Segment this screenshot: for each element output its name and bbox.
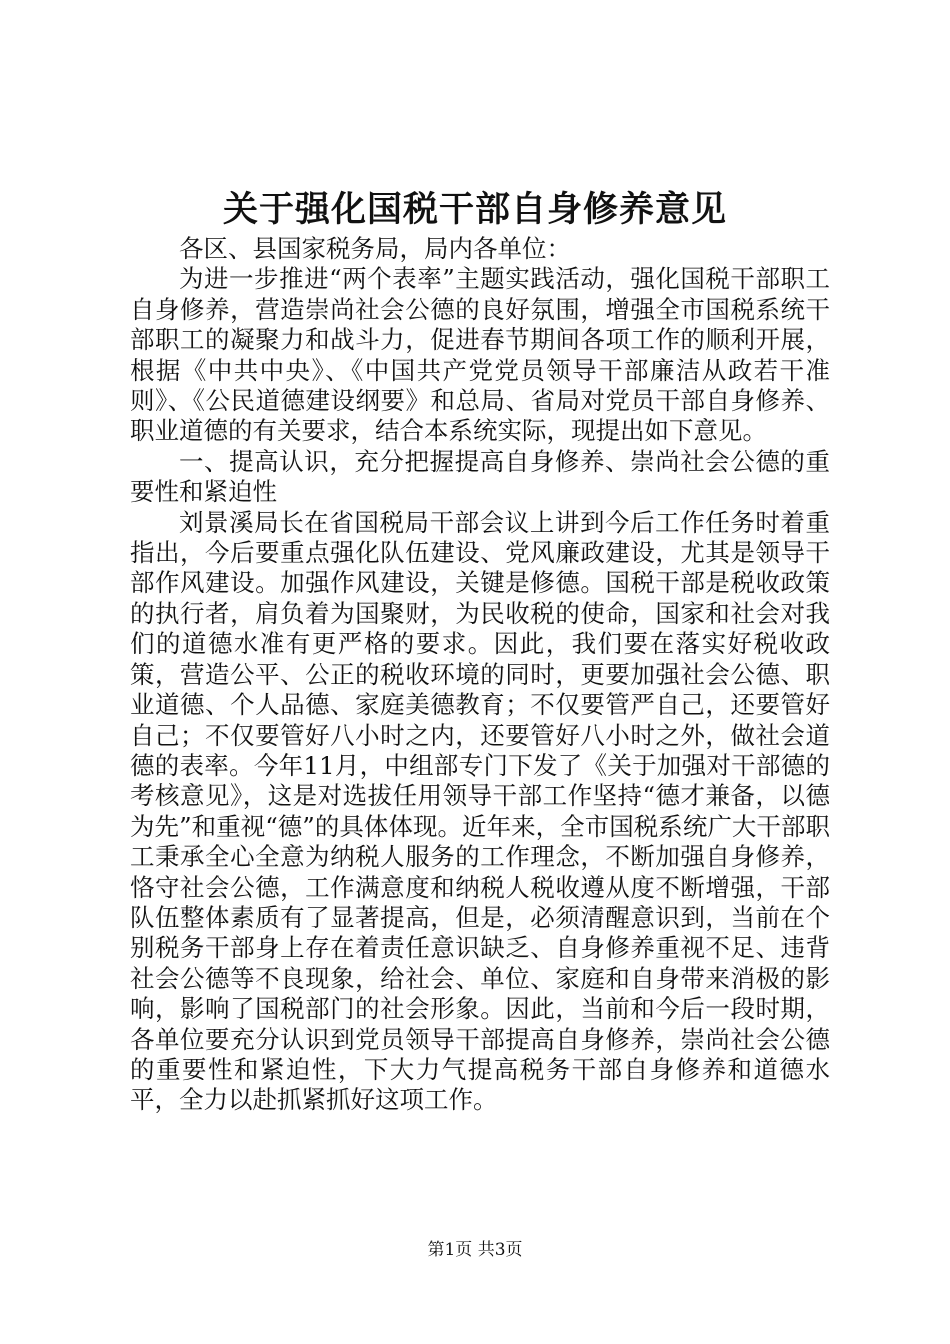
section-heading: 一、提高认识，充分把握提高自身修养、崇尚社会公德的重要性和紧迫性 (130, 446, 830, 507)
body-paragraph-intro: 为进一步推进“两个表率”主题实践活动，强化国税干部职工自身修养，营造崇尚社会公德的良好氛围，增强全市国税系统干部职工的凝聚力和战斗力，促进春节期间各项工作的顺利开展，根据《中共中央》、《中国共产党党员领导干部廉洁从政若干准则》、《公民道德建设纲要》和总局、省局对党员干部自身修养、职业道德的有关要求，结合本系统实际，现提出如下意见。 (130, 264, 830, 446)
body-paragraph-main: 刘景溪局长在省国税局干部会议上讲到今后工作任务时着重指出，今后要重点强化队伍建设、党风廉政建设，尤其是领导干部作风建设。加强作风建设，关键是修德。国税干部是税收政策的执行者，肩负着为国聚财，为民收税的使命，国家和社会对我们的道德水准有更严格的要求。因此，我们要在落实好税收政策，营造公平、公正的税收环境的同时，更要加强社会公德、职业道德、个人品德、家庭美德教育；不仅要管严自己，还要管好自己；不仅要管好八小时之内，还要管好八小时之外，做社会道德的表率。今年11月，中组部专门下发了《关于加强对干部德的考核意见》，这是对选拔任用领导干部工作坚持“德才兼备，以德为先”和重视“德”的具体体现。近年来，全市国税系统广大干部职工秉承全心全意为纳税人服务的工作理念，不断加强自身修养，恪守社会公德，工作满意度和纳税人税收遵从度不断增强，干部队伍整体素质有了显著提高，但是，必须清醒意识到，当前在个别税务干部身上存在着责任意识缺乏、自身修养重视不足、违背社会公德等不良现象，给社会、单位、家庭和自身带来消极的影响，影响了国税部门的社会形象。因此，当前和今后一段时期，各单位要充分认识到党员领导干部提高自身修养，崇尚社会公德的重要性和紧迫性，下大力气提高税务干部自身修养和道德水平，全力以赴抓紧抓好这项工作。 (130, 507, 830, 1115)
page-number-footer: 第1页 共3页 (427, 1240, 523, 1260)
document-title: 关于强化国税干部自身修养意见 (222, 189, 727, 230)
salutation: 各区、县国家税务局，局内各单位： (179, 234, 571, 263)
document-body (130, 234, 830, 1116)
